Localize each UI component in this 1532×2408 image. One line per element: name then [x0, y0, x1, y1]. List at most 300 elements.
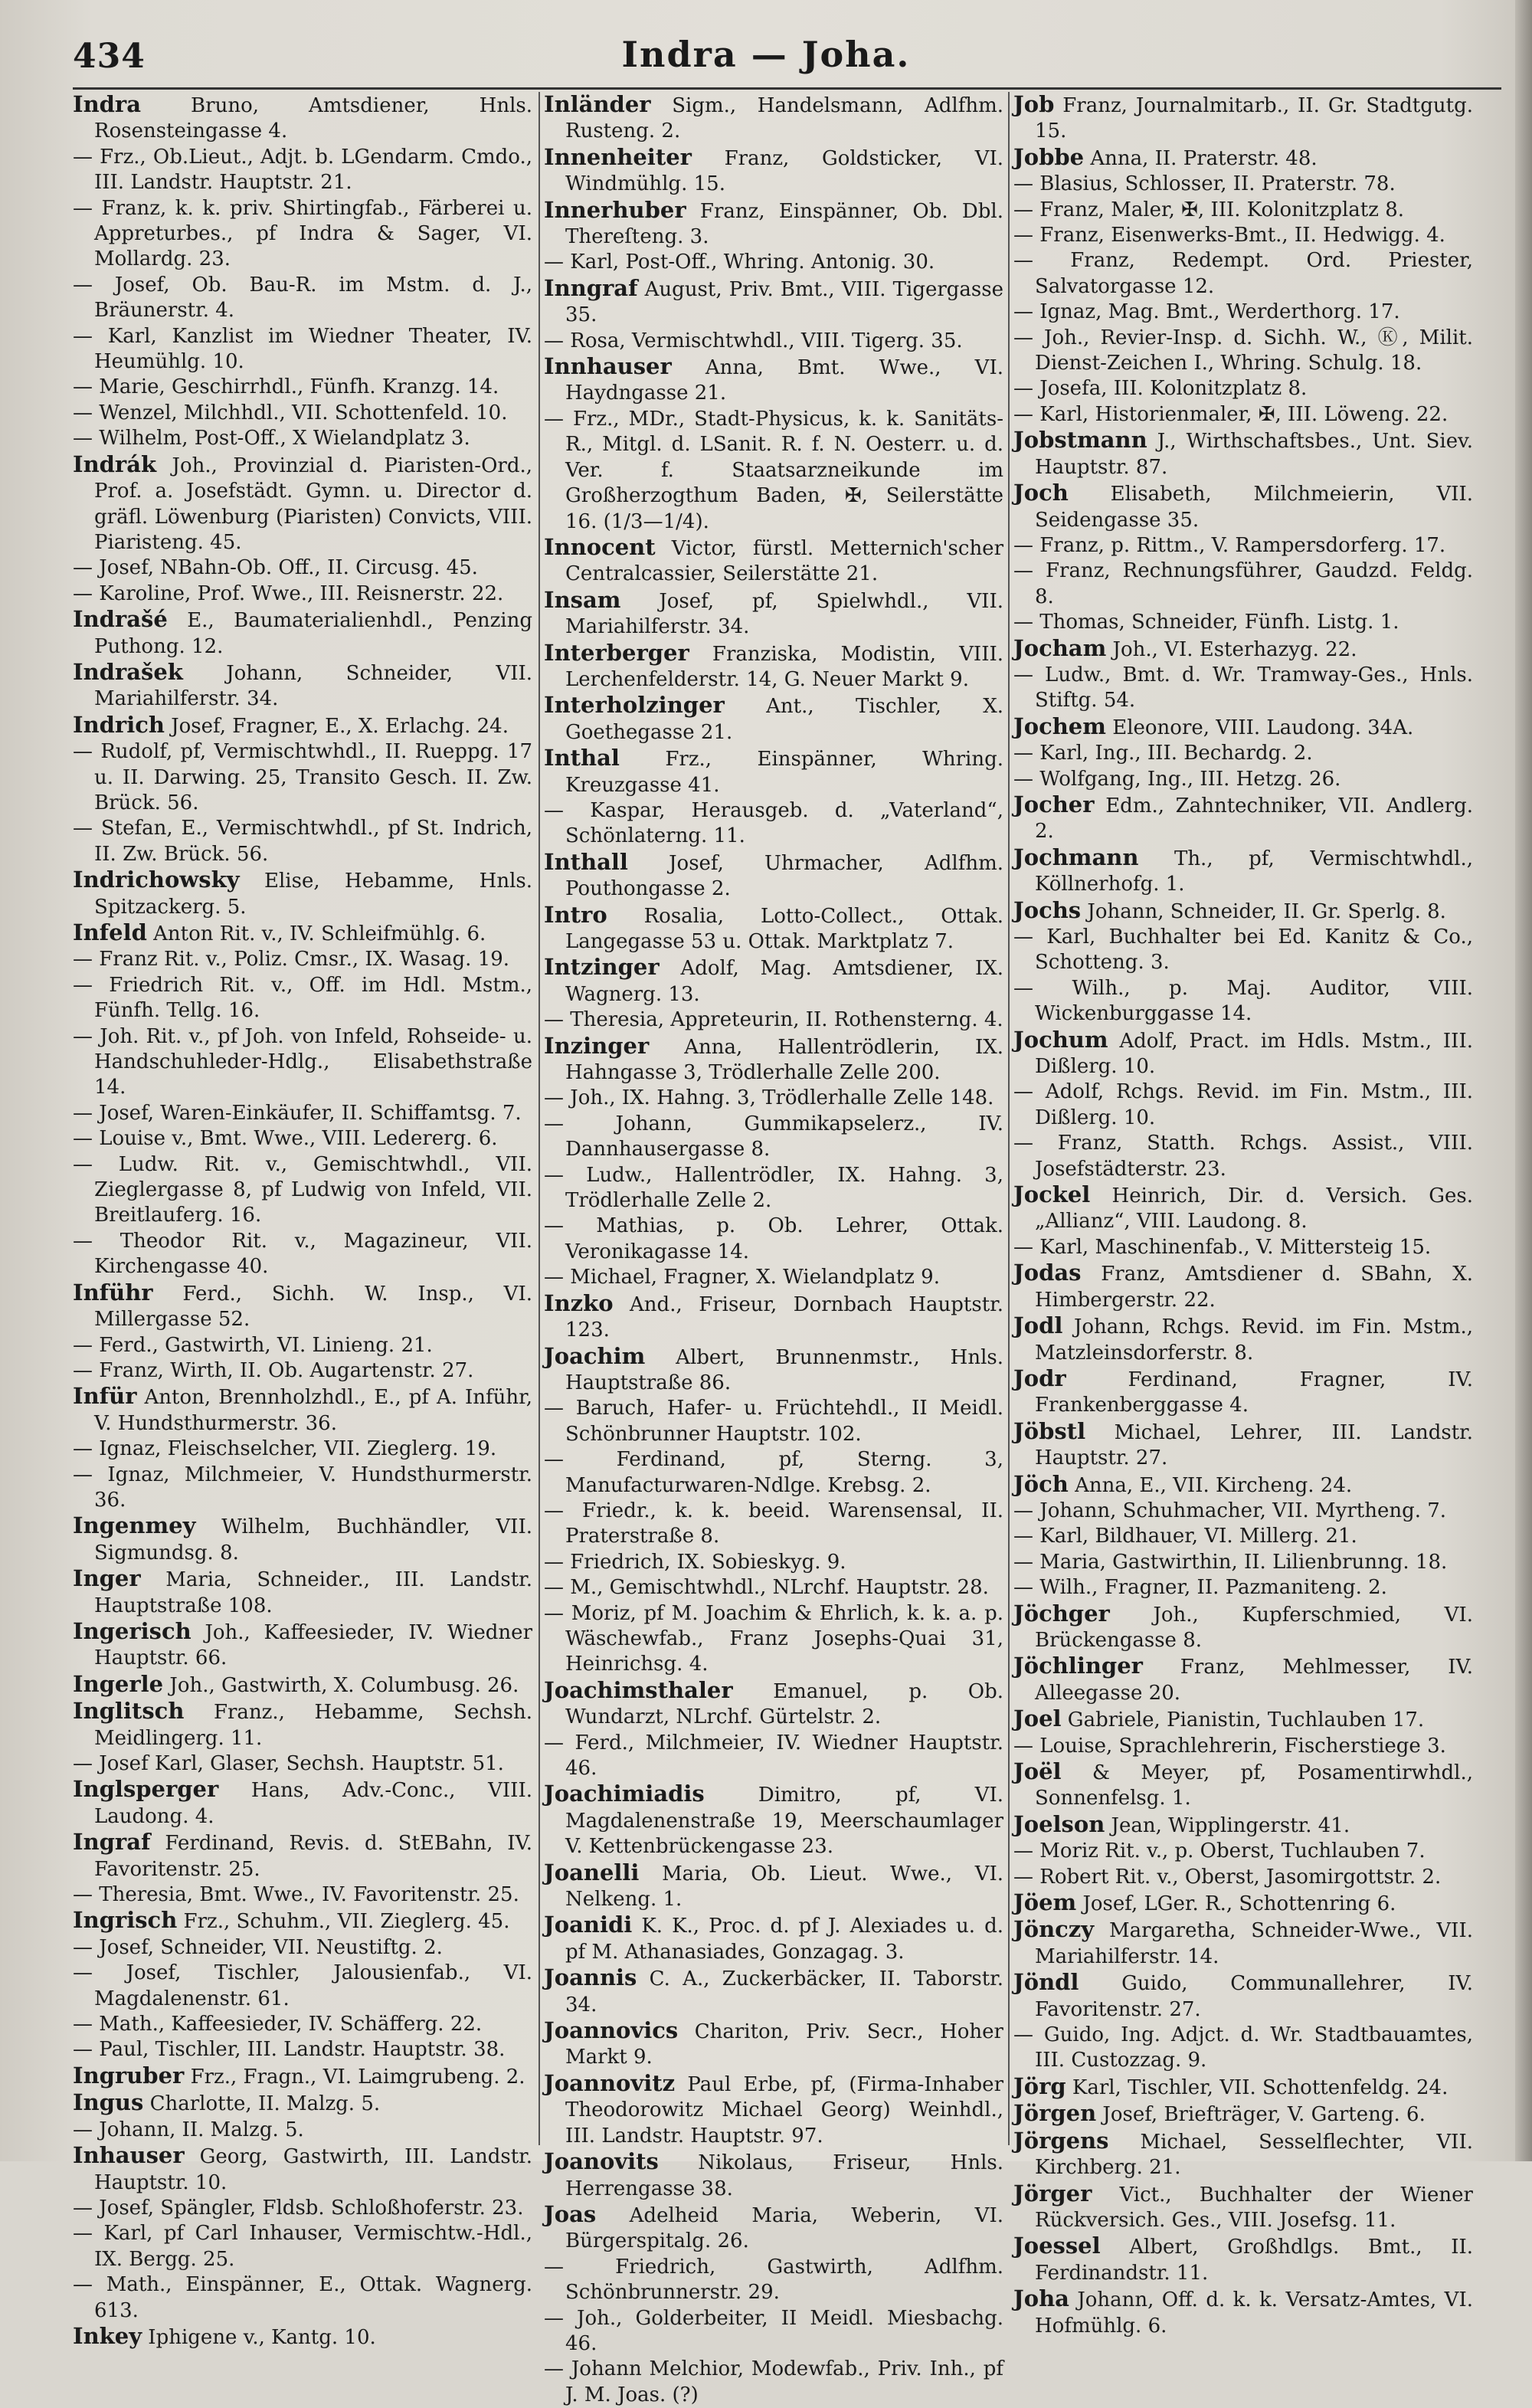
entry-text: — Friedrich, IX. Sobieskyg. 9. [544, 1550, 846, 1574]
entry-surname: Jobstmann [1013, 427, 1147, 454]
directory-entry [1013, 248, 1473, 300]
directory-entry [1013, 1182, 1473, 1235]
entry-text: — Wolfgang, Ing., III. Hetzg. 26. [1013, 767, 1341, 791]
entry-text: — Blasius, Schlosser, II. Praterstr. 78. [1013, 172, 1396, 196]
entry-text: Josef, Uhrmacher, Adlfhm. Pouthongasse 2. [565, 851, 1003, 901]
entry-surname: Indrich [73, 711, 165, 738]
entry-text: — Ludw., Hallentrödler, IX. Hahng. 3, Trödlerhalle Zelle 2. [544, 1163, 1003, 1213]
directory-entry [73, 426, 532, 451]
directory-entry [73, 2063, 532, 2090]
directory-entry [544, 1344, 1003, 1397]
directory-entry [544, 1731, 1003, 1782]
column-divider [1008, 92, 1010, 2145]
directory-entry [73, 2118, 532, 2143]
directory-entry [1013, 1550, 1473, 1575]
directory-entry [73, 273, 532, 324]
directory-entry [1013, 2128, 1473, 2181]
directory-entry [73, 816, 532, 867]
directory-entry [544, 640, 1003, 693]
directory-entry [73, 2012, 532, 2037]
entry-surname: Jöchlinger [1013, 1653, 1143, 1679]
entry-text: — Frz., Ob.Lieut., Adjt. b. LGendarm. Cmdo., III. Landstr. Hauptstr. 21. [73, 145, 532, 195]
directory-entry [73, 196, 532, 273]
entry-surname: Joannis [544, 1964, 637, 1991]
entry-text: Adolf, Pract. im Hdls. Mstm., III. Dißlerg. 10. [1035, 1029, 1473, 1079]
entry-text: — Frz., MDr., Stadt-Physicus, k. k. Sanitäts-R., Mitgl. d. LSanit. R. f. N. Oesterr. u. d. Ver. f. Staatsarzneikunde im Großherzogthum Baden, ✠, Seilerstätte 16. (1/3—1/4). [544, 407, 1003, 533]
directory-entry [1013, 1812, 1473, 1839]
directory-entry [73, 375, 532, 400]
directory-entry [1013, 402, 1473, 428]
entry-text: Josef, Briefträger, V. Garteng. 6. [1096, 2103, 1426, 2127]
directory-entry [73, 1463, 532, 1514]
entry-text: And., Friseur, Dornbach Hauptstr. 123. [565, 1292, 1003, 1342]
entry-text: — Johann Melchior, Modewfab., Priv. Inh., pf J. M. Joas. (?) [544, 2357, 1003, 2406]
column-divider [538, 92, 540, 2145]
entry-text: Vict., Buchhalter der Wiener Rückversich. Ges., VIII. Josefsg. 11. [1035, 2183, 1473, 2232]
directory-entry [1013, 610, 1473, 635]
directory-entry [1013, 2101, 1473, 2128]
directory-entry [544, 1781, 1003, 1859]
entry-text: Charlotte, II. Malzg. 5. [143, 2092, 381, 2116]
entry-text: — Franz, k. k. priv. Shirtingfab., Färberei u. Appreturbes., pf Indra & Sager, VI. Mollardg. 23. [73, 196, 532, 271]
entry-text: — Friedrich Rit. v., Off. im Hdl. Mstm., Fünfh. Tellg. 16. [73, 973, 532, 1023]
entry-text: Maria, Ob. Lieut. Wwe., VI. Nelkeng. 1. [565, 1862, 1003, 1912]
directory-entry [1013, 1235, 1473, 1260]
directory-entry [73, 713, 532, 739]
entry-text: J., Wirthschaftsbes., Unt. Siev. Hauptstr. 87. [1035, 430, 1473, 479]
directory-entry [544, 903, 1003, 955]
directory-entry [1013, 1759, 1473, 1812]
entry-surname: Jöchger [1013, 1600, 1110, 1627]
directory-entry [544, 588, 1003, 640]
entry-surname: Joachim [544, 1342, 646, 1369]
directory-entry [73, 582, 532, 607]
directory-entry [73, 1566, 532, 1619]
page-edge [1515, 0, 1532, 2161]
entry-text: Sigm., Handelsmann, Adlfhm. Rusteng. 2. [565, 94, 1003, 143]
directory-entry [544, 1965, 1003, 2018]
entry-text: E., Baumaterialienhdl., Penzing Puthong. 12. [94, 609, 532, 658]
entry-text: Maria, Schneider., III. Landstr. Hauptstraße 108. [94, 1568, 532, 1617]
directory-entry [1013, 1366, 1473, 1419]
entry-text: Gabriele, Pianistin, Tuchlauben 17. [1061, 1709, 1425, 1732]
entry-text: Dimitro, pf, VI. Magdalenenstraße 19, Meerschaumlager V. Kettenbrückengasse 23. [565, 1784, 1003, 1859]
entry-surname: Jochem [1013, 713, 1106, 739]
entry-text: — Franz, Wirth, II. Ob. Augartenstr. 27. [73, 1358, 474, 1382]
entry-surname: Jönczy [1013, 1916, 1095, 1943]
entry-text: Elisabeth, Milchmeierin, VII. Seidengasse 35. [1035, 483, 1473, 532]
directory-entry [1013, 428, 1473, 480]
entry-surname: Jöch [1013, 1470, 1069, 1497]
directory-entry [544, 329, 1003, 354]
entry-text: — Karl, Buchhalter bei Ed. Kanitz & Co., Schotteng. 3. [1013, 926, 1473, 975]
directory-entry [73, 1229, 532, 1280]
directory-entry [1013, 845, 1473, 898]
entry-text: — Moriz, pf M. Joachim & Ehrlich, k. k. a. p. Wäschewfab., Franz Josephs-Quai 31, Heinrichsg. 4. [544, 1601, 1003, 1676]
entry-surname: Inglitsch [73, 1698, 185, 1725]
entry-surname: Intro [544, 901, 607, 928]
entry-surname: Joanelli [544, 1859, 640, 1885]
directory-entry [544, 2018, 1003, 2071]
entry-surname: Inhauser [73, 2142, 185, 2169]
entry-text: Georg, Gastwirth, III. Landstr. Hauptstr. 10. [94, 2145, 532, 2194]
directory-entry [73, 1101, 532, 1126]
directory-entry [73, 1882, 532, 1908]
directory-entry [544, 1678, 1003, 1731]
entry-text: — Robert Rit. v., Oberst, Jasomirgottstr. 2. [1013, 1865, 1442, 1889]
entry-text: — Karl, Ing., III. Bechardg. 2. [1013, 742, 1313, 765]
entry-text: — Karl, Maschinenfab., V. Mittersteig 15. [1013, 1235, 1432, 1259]
entry-text: Eleonore, VIII. Laudong. 34A. [1105, 716, 1414, 739]
entry-surname: Jöbstl [1013, 1417, 1086, 1444]
entry-text: — Joh. Rit. v., pf Joh. von Infeld, Rohseide- u. Handschuhleder-Hdlg., Elisabethstraße 14. [73, 1024, 532, 1099]
entry-text: Frz., Schuhm., VII. Zieglerg. 45. [177, 1910, 510, 1934]
directory-entry [544, 276, 1003, 329]
directory-entry [544, 1575, 1003, 1600]
entry-text: Michael, Sesselflechter, VII. Kirchberg. 21. [1035, 2130, 1473, 2180]
entry-text: Rosalia, Lotto-Collect., Ottak. Langegasse 53 u. Ottak. Marktplatz 7. [565, 904, 1003, 953]
entry-text: — Theodor Rit. v., Magazineur, VII. Kirchengasse 40. [73, 1229, 532, 1279]
entry-text: Franz, Mehlmesser, IV. Alleegasse 20. [1035, 1656, 1473, 1705]
directory-entry [544, 2306, 1003, 2357]
entry-surname: Inger [73, 1565, 141, 1592]
directory-entry [1013, 145, 1473, 172]
entry-text: August, Priv. Bmt., VIII. Tigergasse 35. [565, 277, 1003, 327]
entry-text: Joh., VI. Esterhazyg. 22. [1106, 637, 1357, 661]
entry-surname: Infeld [73, 919, 147, 945]
directory-entry [544, 1912, 1003, 1965]
entry-text: — Math., Einspänner, E., Ottak. Wagnerg. 613. [73, 2273, 532, 2322]
directory-entry [544, 1550, 1003, 1575]
entry-surname: Jocher [1013, 791, 1095, 817]
directory-entry [73, 2037, 532, 2062]
entry-surname: Ingruber [73, 2062, 185, 2089]
entry-surname: Ingus [73, 2089, 144, 2116]
entry-surname: Inthall [544, 848, 628, 875]
directory-entry [1013, 1472, 1473, 1499]
entry-text: — Theresia, Appreteurin, II. Rothensterng. 4. [544, 1008, 1003, 1032]
entry-text: Chariton, Priv. Secr., Hoher Markt 9. [565, 2020, 1003, 2069]
directory-entry [1013, 1653, 1473, 1706]
header-rule [73, 87, 1501, 90]
entry-text: Albert, Großhdlgs. Bmt., II. Ferdinandstr. 11. [1035, 2236, 1473, 2285]
entry-text: Karl, Tischler, VII. Schottenfeldg. 24. [1066, 2075, 1449, 2099]
entry-text: — Joh., Revier-Insp. d. Sichh. W., Ⓚ, Milit. Dienst-Zeichen I., Whring. Schulg. 18. [1013, 326, 1473, 375]
entry-surname: Inglsperger [73, 1776, 219, 1803]
entry-text: — Ignaz, Mag. Bmt., Werderthorg. 17. [1013, 300, 1400, 324]
entry-text: — Wilhelm, Post-Off., X Wielandplatz 3. [73, 427, 470, 450]
entry-text: — Karl, Kanzlist im Wiedner Theater, IV. Heumühlg. 10. [73, 324, 532, 374]
directory-entry [73, 867, 532, 920]
directory-entry [73, 145, 532, 196]
entry-text: Franziska, Modistin, VIII. Lerchenfelderstr. 14, G. Neuer Markt 9. [565, 642, 1003, 691]
entry-text: Joh., Kaffeesieder, IV. Wiedner Hauptstr. 66. [94, 1620, 532, 1670]
directory-entry [544, 535, 1003, 588]
directory-entry [1013, 2181, 1473, 2234]
entry-surname: Joha [1013, 2285, 1069, 2312]
directory-entry [1013, 1524, 1473, 1549]
entry-text: — Josef, NBahn-Ob. Off., II. Circusg. 45. [73, 556, 478, 580]
entry-text: — Theresia, Bmt. Wwe., IV. Favoritenstr. 25. [73, 1883, 519, 1907]
entry-text: — Josef, Tischler, Jalousienfab., VI. Magdalenenstr. 61. [73, 1961, 532, 2010]
entry-text: Anna, II. Praterstr. 48. [1084, 146, 1318, 170]
directory-entry [1013, 559, 1473, 610]
entry-text: — Josefa, III. Kolonitzplatz 8. [1013, 377, 1308, 401]
directory-entry [73, 1513, 532, 1566]
entry-text: — Josef Karl, Glaser, Sechsh. Hauptstr. 51. [73, 1752, 504, 1775]
entry-text: — Karoline, Prof. Wwe., III. Reisnerstr. 22. [73, 582, 504, 605]
entry-text: — Johann, Gummikapselerz., IV. Dannhausergasse 8. [544, 1112, 1003, 1161]
entry-surname: Joël [1013, 1758, 1062, 1784]
entry-text: Johann, Schneider, II. Gr. Sperlg. 8. [1081, 899, 1446, 923]
entry-text: Anton, Brennholzhdl., E., pf A. Inführ, V. Hundsthurmerstr. 36. [94, 1386, 532, 1435]
entry-text: — Ludw., Bmt. d. Wr. Tramway-Ges., Hnls. Stiftg. 54. [1013, 663, 1473, 713]
directory-entry [544, 92, 1003, 145]
entry-text: — Ludw. Rit. v., Gemischtwhdl., VII. Zieglergasse 8, pf Ludwig von Infeld, VII. Breitlauferg. 16. [73, 1152, 532, 1227]
entry-text: — Franz Rit. v., Poliz. Cmsr., IX. Wasag. 19. [73, 948, 510, 971]
entry-text: — Ferd., Milchmeier, IV. Wiedner Hauptstr. 46. [544, 1731, 1003, 1780]
entry-surname: Joanovits [544, 2148, 659, 2175]
entry-surname: Joas [544, 2200, 597, 2227]
entry-surname: Interberger [544, 639, 689, 666]
entry-surname: Jockel [1013, 1181, 1091, 1208]
entry-text: Anna, Bmt. Wwe., VI. Haydngasse 21. [565, 356, 1003, 405]
directory-entry [1013, 326, 1473, 377]
directory-entry [544, 850, 1003, 903]
directory-entry [1013, 1601, 1473, 1654]
entry-surname: Indrák [73, 450, 157, 477]
directory-entry [1013, 976, 1473, 1027]
entry-text: Josef, pf, Spielwhdl., VII. Mariahilferstr. 34. [565, 589, 1003, 639]
entry-text: — Math., Kaffeesieder, IV. Schäfferg. 22. [73, 2013, 483, 2036]
entry-surname: Inthal [544, 745, 620, 772]
directory-entry [544, 198, 1003, 251]
directory-entry [1013, 1080, 1473, 1131]
entry-text: Heinrich, Dir. d. Versich. Ges. „Allianz“, VIII. Laudong. 8. [1035, 1184, 1473, 1233]
directory-entry [544, 145, 1003, 198]
entry-text: Joh., Kupferschmied, VI. Brückengasse 8. [1035, 1603, 1473, 1652]
directory-entry [1013, 223, 1473, 248]
directory-entry [1013, 172, 1473, 197]
directory-entry [73, 2143, 532, 2196]
entry-text: — Ferd., Gastwirth, VI. Linieng. 21. [73, 1333, 433, 1357]
directory-entry [73, 2324, 532, 2351]
entry-text: — Joh., Golderbeiter, II Meidl. Miesbachg. 46. [544, 2306, 1003, 2355]
directory-entry [73, 1935, 532, 1961]
directory-entry [73, 1908, 532, 1935]
directory-entry [544, 1860, 1003, 1913]
entry-surname: Joel [1013, 1705, 1062, 1732]
entry-text: Bruno, Amtsdiener, Hnls. Rosensteingasse 4. [94, 94, 532, 143]
entry-text: Ant., Tischler, X. Goethegasse 21. [565, 695, 1003, 744]
directory-entry [544, 1007, 1003, 1033]
directory-entry [73, 92, 532, 145]
directory-entry [73, 660, 532, 713]
directory-entry [73, 1280, 532, 1333]
directory-entry [73, 1333, 532, 1358]
directory-entry [73, 555, 532, 581]
entry-text: Johann, Schneider, VII. Mariahilferstr. 34. [94, 661, 532, 711]
directory-entry [544, 693, 1003, 745]
entry-surname: Joelson [1013, 1810, 1105, 1837]
directory-entry [73, 739, 532, 816]
entry-text: Joh., Provinzial d. Piaristen-Ord., Prof. a. Josefstädt. Gymn. u. Director d. gräfl. Löwenburg (Piaristen) Convicts, VIII. Piaristeng. 45. [94, 454, 532, 554]
directory-entry [1013, 1865, 1473, 1890]
entry-surname: Innhauser [544, 353, 672, 380]
entry-surname: Ingraf [73, 1829, 151, 1856]
directory-entry [544, 1499, 1003, 1550]
directory-entry [544, 1163, 1003, 1214]
entry-text: Hans, Adv.-Conc., VIII. Laudong. 4. [94, 1779, 532, 1828]
entry-text: — Louise v., Bmt. Wwe., VIII. Ledererg. 6. [73, 1127, 498, 1151]
directory-entry [1013, 1734, 1473, 1759]
directory-entry [1013, 1313, 1473, 1366]
directory-entry [544, 798, 1003, 850]
directory-entry [1013, 1970, 1473, 2023]
directory-entry [1013, 1027, 1473, 1080]
entry-text: Adolf, Mag. Amtsdiener, IX. Wagnerg. 13. [565, 957, 1003, 1006]
entry-text: — Kaspar, Herausgeb. d. „Vaterland“, Schönlaterng. 11. [544, 798, 1003, 848]
column-2 [544, 91, 1003, 2406]
entry-text: — Johann, II. Malzg. 5. [73, 2118, 304, 2141]
entry-text: & Meyer, pf, Posamentirwhdl., Sonnenfelsg. 1. [1035, 1761, 1473, 1810]
entry-surname: Ingerle [73, 1670, 164, 1697]
directory-entry [1013, 1706, 1473, 1733]
entry-text: — Johann, Schuhmacher, VII. Myrtheng. 7. [1013, 1499, 1447, 1522]
directory-entry [1013, 636, 1473, 663]
directory-entry [544, 2149, 1003, 2202]
directory-entry [73, 1152, 532, 1229]
entry-text: — Friedr., k. k. beeid. Warensensal, II. Praterstraße 8. [544, 1499, 1003, 1548]
directory-entry [1013, 1839, 1473, 1864]
directory-entry [1013, 2023, 1473, 2074]
entry-surname: Inkey [73, 2322, 142, 2349]
entry-text: — Franz, Maler, ✠, III. Kolonitzplatz 8. [1013, 198, 1405, 221]
directory-entry [73, 1777, 532, 1830]
entry-text: Franz, Amtsdiener d. SBahn, X. Himbergerstr. 22. [1035, 1263, 1473, 1312]
directory-entry [544, 1396, 1003, 1447]
directory-entry [544, 1447, 1003, 1499]
entry-surname: Jocham [1013, 634, 1107, 661]
entry-text: — Franz, Redempt. Ord. Priester, Salvatorgasse 12. [1013, 249, 1473, 298]
entry-text: — Rosa, Vermischtwhdl., VIII. Tigerg. 35. [544, 329, 963, 352]
directory-entry [1013, 1917, 1473, 1970]
entry-surname: Joannovics [544, 2017, 679, 2044]
directory-entry [73, 1619, 532, 1672]
entry-surname: Infür [73, 1383, 137, 1410]
directory-entry [544, 2255, 1003, 2306]
entry-text: — Karl, Post-Off., Whring. Antonig. 30. [544, 251, 935, 274]
directory-entry [544, 1265, 1003, 1290]
entry-text: — Guido, Ing. Adjct. d. Wr. Stadtbauamtes, III. Custozzag. 9. [1013, 2023, 1473, 2072]
directory-entry [73, 1126, 532, 1152]
entry-text: Anna, E., VII. Kircheng. 24. [1068, 1473, 1353, 1497]
entry-surname: Innerhuber [544, 196, 686, 223]
directory-entry [544, 1601, 1003, 1678]
entry-text: — Josef, Spängler, Fldsb. Schloßhoferstr. 23. [73, 2196, 524, 2220]
entry-surname: Jodl [1013, 1312, 1063, 1339]
entry-text: Th., pf, Vermischtwhdl., Köllnerhofg. 1. [1035, 847, 1473, 896]
entry-text: — Karl, Historienmaler, ✠, III. Löweng. 22. [1013, 402, 1449, 426]
column-1 [73, 91, 532, 2349]
directory-entry [73, 1751, 532, 1777]
directory-entry [1013, 792, 1473, 845]
entry-text: — Ignaz, Milchmeier, V. Hundsthurmerstr. 36. [73, 1463, 532, 1512]
directory-entry [544, 1034, 1003, 1086]
entry-text: — Wenzel, Milchhdl., VII. Schottenfeld. 10. [73, 401, 508, 424]
entry-surname: Jobbe [1013, 143, 1085, 170]
entry-text: — Franz, p. Rittm., V. Rampersdorferg. 17. [1013, 533, 1446, 557]
entry-text: — Marie, Geschirrhdl., Fünfh. Kranzg. 14. [73, 375, 499, 399]
entry-text: — Josef, Schneider, VII. Neustiftg. 2. [73, 1935, 443, 1959]
entry-text: Franz, Goldsticker, VI. Windmühlg. 15. [565, 146, 1003, 196]
entry-text: Jean, Wipplingerstr. 41. [1105, 1813, 1350, 1837]
entry-text: — Joh., IX. Hahng. 3, Trödlerhalle Zelle 148. [544, 1086, 994, 1110]
entry-text: — Josef, Waren-Einkäufer, II. Schiffamtsg. 7. [73, 1101, 522, 1125]
entry-text: — Ferdinand, pf, Sterng. 3, Manufacturwaren-Ndlge. Krebsg. 2. [544, 1448, 1003, 1497]
entry-surname: Jörg [1013, 2072, 1066, 2099]
entry-text: Elise, Hebamme, Hnls. Spitzackerg. 5. [94, 870, 532, 919]
entry-surname: Jörgens [1013, 2127, 1109, 2154]
entry-surname: Ingrisch [73, 1907, 178, 1934]
directory-entry [73, 1830, 532, 1882]
entry-text: Albert, Brunnenmstr., Hnls. Hauptstraße 86. [565, 1345, 1003, 1394]
directory-entry [544, 955, 1003, 1007]
entry-surname: Joachimiadis [544, 1781, 705, 1807]
entry-text: — Karl, Bildhauer, VI. Millerg. 21. [1013, 1525, 1357, 1548]
entry-text: Adelheid Maria, Weberin, VI. Bürgerspitalg. 26. [565, 2203, 1003, 2253]
directory-entry [1013, 1499, 1473, 1524]
entry-text: Johann, Rchgs. Revid. im Fin. Mstm., Matzleinsdorferstr. 8. [1035, 1315, 1473, 1365]
entry-surname: Inländer [544, 91, 651, 117]
entry-text: Johann, Off. d. k. k. Versatz-Amtes, VI. Hofmühlg. 6. [1035, 2288, 1473, 2338]
directory-entry [1013, 663, 1473, 714]
entry-text: — Thomas, Schneider, Fünfh. Listg. 1. [1013, 611, 1399, 634]
directory-entry [544, 2357, 1003, 2408]
entry-text: Franz, Journalmitarb., II. Gr. Stadtgutg. 15. [1035, 94, 1473, 143]
column-3 [1013, 91, 1473, 2338]
entry-surname: Jöem [1013, 1889, 1077, 1916]
directory-entry [73, 2196, 532, 2221]
entry-text: Wilhelm, Buchhändler, VII. Sigmundsg. 8. [94, 1515, 532, 1564]
page-number: 434 [73, 37, 146, 76]
directory-entry [1013, 1890, 1473, 1917]
directory-entry [73, 1961, 532, 2012]
entry-surname: Joanidi [544, 1912, 633, 1938]
entry-text: — Ignaz, Fleischselcher, VII. Zieglerg. 19. [73, 1437, 497, 1461]
entry-text: Michael, Lehrer, III. Landstr. Hauptstr. 27. [1035, 1420, 1473, 1470]
directory-entry [1013, 92, 1473, 145]
entry-surname: Intzinger [544, 954, 660, 981]
directory-entry [544, 354, 1003, 407]
entry-surname: Joachimsthaler [544, 1676, 733, 1703]
directory-entry [73, 452, 532, 556]
directory-entry [1013, 1419, 1473, 1472]
entry-surname: Inzinger [544, 1032, 650, 1059]
directory-entry [544, 2071, 1003, 2149]
entry-text: Franz., Hebamme, Sechsh. Meidlingerg. 11. [94, 1701, 532, 1750]
entry-surname: Insam [544, 586, 621, 613]
directory-entry [73, 1358, 532, 1384]
directory-entry [73, 1024, 532, 1101]
entry-surname: Inzko [544, 1289, 614, 1316]
entry-text: Edm., Zahntechniker, VII. Andlerg. 2. [1035, 794, 1473, 844]
directory-entry [1013, 198, 1473, 223]
entry-text: Anna, Hallentrödlerin, IX. Hahngasse 3, Trödlerhalle Zelle 200. [565, 1035, 1003, 1085]
entry-text: — Karl, pf Carl Inhauser, Vermischtw.-Hdl., IX. Bergg. 25. [73, 2222, 532, 2271]
entry-text: — Friedrich, Gastwirth, Adlfhm. Schönbrunnerstr. 29. [544, 2255, 1003, 2305]
entry-surname: Jochum [1013, 1026, 1108, 1053]
